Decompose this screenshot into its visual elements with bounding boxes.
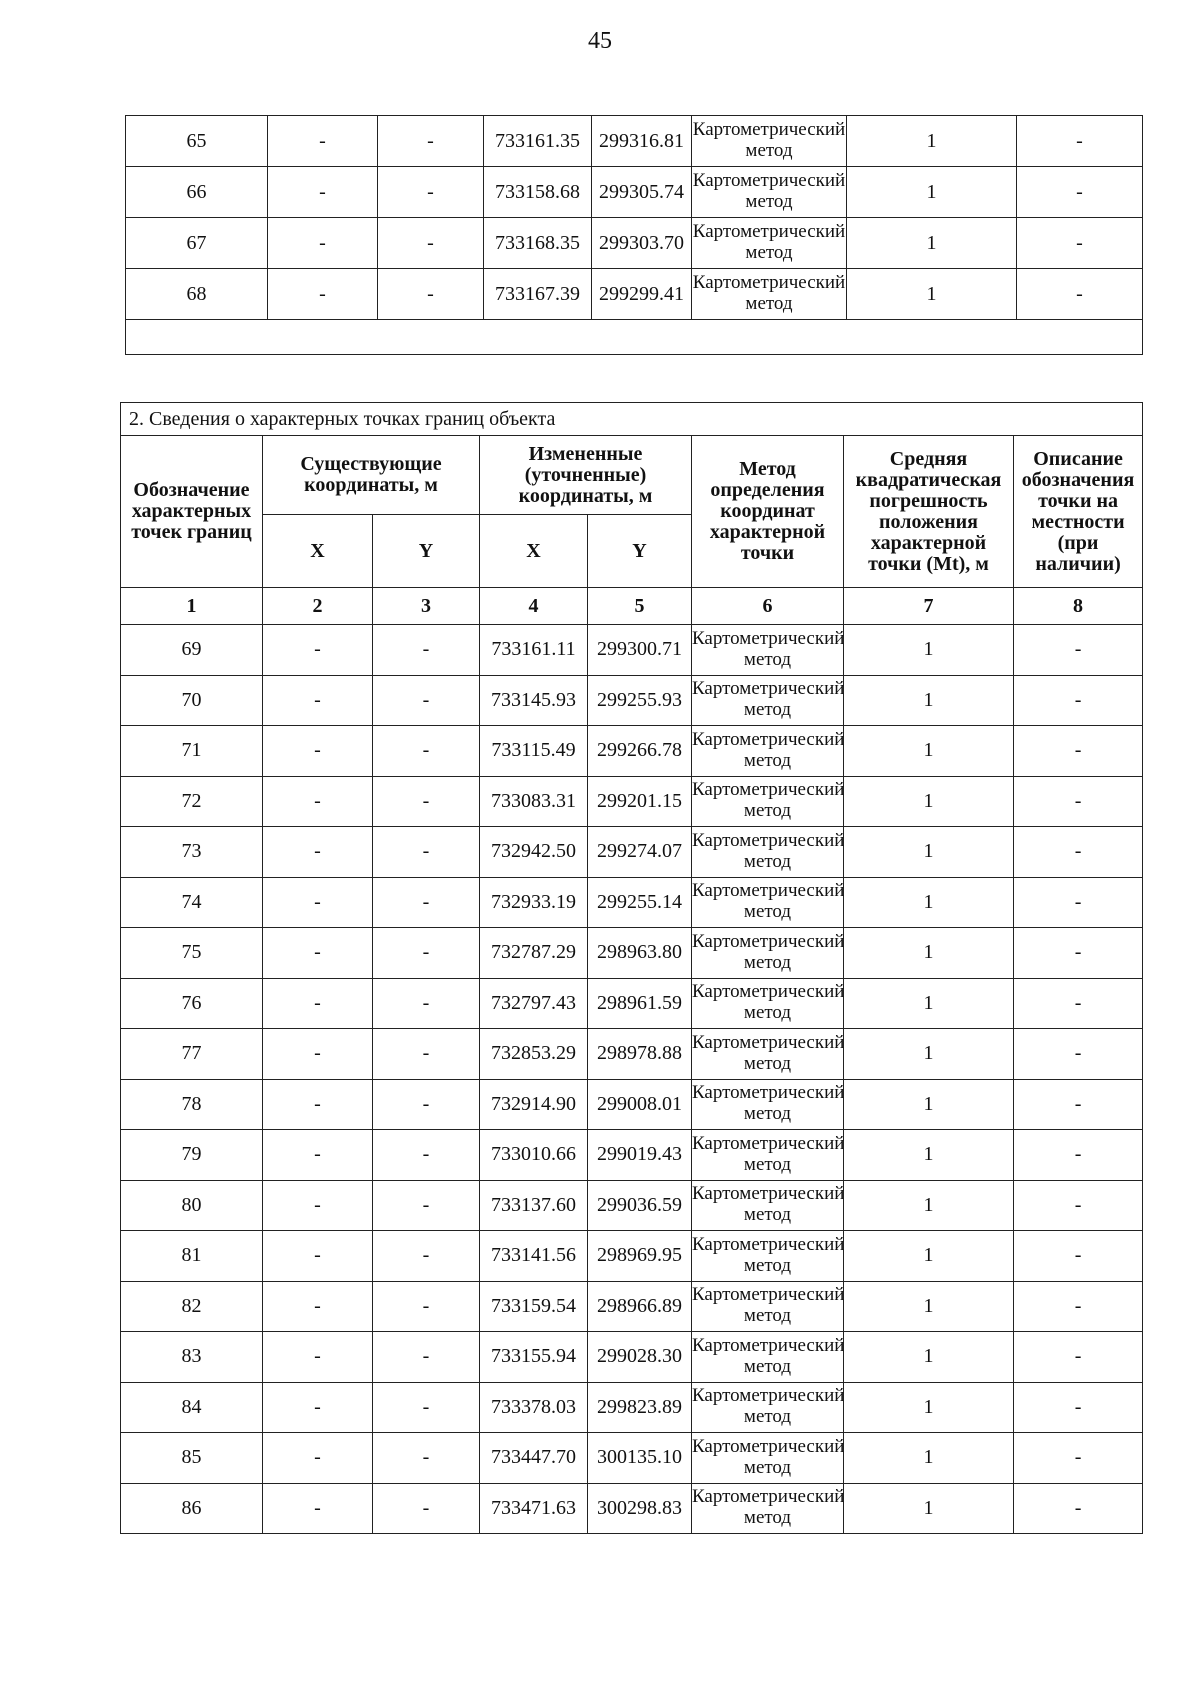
y-changed-cell: 299299.41 xyxy=(592,269,692,320)
method-cell: Картометрический метод xyxy=(692,1483,844,1534)
x-changed-cell: 733167.39 xyxy=(484,269,592,320)
y-existing-cell: - xyxy=(373,1281,480,1332)
point-cell: 82 xyxy=(121,1281,263,1332)
page-number: 45 xyxy=(588,28,612,54)
point-cell: 66 xyxy=(126,167,268,218)
table-row xyxy=(121,1130,1143,1181)
table-row xyxy=(121,726,1143,777)
x-changed-cell: 733378.03 xyxy=(480,1382,588,1433)
method-cell: Картометрический метод xyxy=(692,776,844,827)
table-row xyxy=(121,1382,1143,1433)
y-existing-cell: - xyxy=(378,167,484,218)
y-changed-cell: 299255.93 xyxy=(588,675,692,726)
method-cell: Картометрический метод xyxy=(692,1281,844,1332)
x-existing-cell: - xyxy=(263,1180,373,1231)
y-changed-cell: 299255.14 xyxy=(588,877,692,928)
method-cell: Картометрический метод xyxy=(692,1382,844,1433)
header-existing: Существующие координаты, м xyxy=(263,436,480,515)
y-existing-cell: - xyxy=(373,1231,480,1282)
header-description: Описание обозначения точки на местности (при наличии) xyxy=(1014,436,1143,588)
column-number: 5 xyxy=(588,588,692,625)
error-cell: 1 xyxy=(844,675,1014,726)
x-changed-cell: 733471.63 xyxy=(480,1483,588,1534)
column-number: 8 xyxy=(1014,588,1143,625)
x-existing-cell: - xyxy=(263,1483,373,1534)
point-cell: 85 xyxy=(121,1433,263,1484)
y-existing-cell: - xyxy=(373,928,480,979)
error-cell: 1 xyxy=(847,116,1017,167)
y-existing-cell: - xyxy=(373,1180,480,1231)
error-cell: 1 xyxy=(844,625,1014,676)
continuation-table xyxy=(125,115,1143,355)
x-existing-cell: - xyxy=(268,218,378,269)
point-cell: 81 xyxy=(121,1231,263,1282)
y-changed-cell: 298969.95 xyxy=(588,1231,692,1282)
table-row xyxy=(121,1483,1143,1534)
point-cell: 73 xyxy=(121,827,263,878)
y-changed-cell: 298961.59 xyxy=(588,978,692,1029)
method-cell: Картометрический метод xyxy=(692,1433,844,1484)
table-row xyxy=(121,1029,1143,1080)
x-existing-cell: - xyxy=(263,1231,373,1282)
error-cell: 1 xyxy=(844,827,1014,878)
method-cell: Картометрический метод xyxy=(692,269,847,320)
point-cell: 78 xyxy=(121,1079,263,1130)
description-cell: - xyxy=(1014,1029,1143,1080)
point-cell: 86 xyxy=(121,1483,263,1534)
method-cell: Картометрический метод xyxy=(692,1180,844,1231)
error-cell: 1 xyxy=(847,269,1017,320)
point-cell: 83 xyxy=(121,1332,263,1383)
y-changed-cell: 299300.71 xyxy=(588,625,692,676)
point-cell: 79 xyxy=(121,1130,263,1181)
point-cell: 68 xyxy=(126,269,268,320)
description-cell: - xyxy=(1017,116,1143,167)
table-row xyxy=(121,1079,1143,1130)
column-number: 3 xyxy=(373,588,480,625)
x-existing-cell: - xyxy=(263,1382,373,1433)
y-changed-cell: 299019.43 xyxy=(588,1130,692,1181)
table-row xyxy=(121,625,1143,676)
description-cell: - xyxy=(1014,625,1143,676)
y-existing-cell: - xyxy=(373,1130,480,1181)
method-cell: Картометрический метод xyxy=(692,877,844,928)
y-changed-cell: 299305.74 xyxy=(592,167,692,218)
description-cell: - xyxy=(1014,1332,1143,1383)
y-changed-cell: 299201.15 xyxy=(588,776,692,827)
error-cell: 1 xyxy=(847,167,1017,218)
x-changed-cell: 732914.90 xyxy=(480,1079,588,1130)
header-method: Метод определения координат характерной точки xyxy=(692,436,844,588)
x-existing-cell: - xyxy=(263,877,373,928)
x-changed-cell: 733115.49 xyxy=(480,726,588,777)
point-cell: 76 xyxy=(121,978,263,1029)
column-number: 6 xyxy=(692,588,844,625)
description-cell: - xyxy=(1014,726,1143,777)
method-cell: Картометрический метод xyxy=(692,625,844,676)
description-cell: - xyxy=(1014,827,1143,878)
description-cell: - xyxy=(1014,1382,1143,1433)
y-existing-cell: - xyxy=(373,1079,480,1130)
x-existing-cell: - xyxy=(263,928,373,979)
column-number: 2 xyxy=(263,588,373,625)
error-cell: 1 xyxy=(844,1483,1014,1534)
table-row xyxy=(126,218,1143,269)
table-row xyxy=(121,978,1143,1029)
x-existing-cell: - xyxy=(263,1281,373,1332)
x-existing-cell: - xyxy=(263,1433,373,1484)
error-cell: 1 xyxy=(844,1231,1014,1282)
method-cell: Картометрический метод xyxy=(692,675,844,726)
method-cell: Картометрический метод xyxy=(692,1079,844,1130)
method-cell: Картометрический метод xyxy=(692,1130,844,1181)
x-changed-cell: 733158.68 xyxy=(484,167,592,218)
y-existing-cell: - xyxy=(373,978,480,1029)
method-cell: Картометрический метод xyxy=(692,1029,844,1080)
description-cell: - xyxy=(1014,1433,1143,1484)
description-cell: - xyxy=(1014,1483,1143,1534)
x-changed-cell: 732797.43 xyxy=(480,978,588,1029)
description-cell: - xyxy=(1014,1231,1143,1282)
error-cell: 1 xyxy=(844,877,1014,928)
header-point: Обозначение характерных точек границ xyxy=(121,436,263,588)
error-cell: 1 xyxy=(844,1281,1014,1332)
point-cell: 65 xyxy=(126,116,268,167)
table-row xyxy=(121,827,1143,878)
description-cell: - xyxy=(1014,1079,1143,1130)
table-caption: 2. Сведения о характерных точках границ объекта xyxy=(121,403,1143,436)
header-x-changed: X xyxy=(480,515,588,588)
y-changed-cell: 300298.83 xyxy=(588,1483,692,1534)
y-changed-cell: 299266.78 xyxy=(588,726,692,777)
boundary-points-table xyxy=(120,402,1143,1534)
method-cell: Картометрический метод xyxy=(692,928,844,979)
table-row xyxy=(121,1231,1143,1282)
error-cell: 1 xyxy=(844,1079,1014,1130)
point-cell: 69 xyxy=(121,625,263,676)
method-cell: Картометрический метод xyxy=(692,1231,844,1282)
y-changed-cell: 299274.07 xyxy=(588,827,692,878)
x-changed-cell: 733159.54 xyxy=(480,1281,588,1332)
y-changed-cell: 299823.89 xyxy=(588,1382,692,1433)
x-changed-cell: 733168.35 xyxy=(484,218,592,269)
table-row xyxy=(121,675,1143,726)
y-existing-cell: - xyxy=(373,726,480,777)
y-existing-cell: - xyxy=(373,1433,480,1484)
y-existing-cell: - xyxy=(373,776,480,827)
description-cell: - xyxy=(1017,218,1143,269)
y-changed-cell: 298978.88 xyxy=(588,1029,692,1080)
y-existing-cell: - xyxy=(373,1382,480,1433)
point-cell: 72 xyxy=(121,776,263,827)
table-row xyxy=(121,1433,1143,1484)
header-y-existing: Y xyxy=(373,515,480,588)
method-cell: Картометрический метод xyxy=(692,167,847,218)
point-cell: 74 xyxy=(121,877,263,928)
y-existing-cell: - xyxy=(378,116,484,167)
empty-row xyxy=(126,320,1143,355)
x-changed-cell: 733161.35 xyxy=(484,116,592,167)
error-cell: 1 xyxy=(844,1130,1014,1181)
y-existing-cell: - xyxy=(373,1332,480,1383)
y-existing-cell: - xyxy=(378,269,484,320)
method-cell: Картометрический метод xyxy=(692,1332,844,1383)
point-cell: 70 xyxy=(121,675,263,726)
point-cell: 84 xyxy=(121,1382,263,1433)
table-row xyxy=(126,116,1143,167)
description-cell: - xyxy=(1017,167,1143,218)
x-existing-cell: - xyxy=(268,116,378,167)
x-existing-cell: - xyxy=(263,1079,373,1130)
description-cell: - xyxy=(1017,269,1143,320)
error-cell: 1 xyxy=(844,928,1014,979)
x-existing-cell: - xyxy=(263,625,373,676)
x-existing-cell: - xyxy=(263,1332,373,1383)
table-row xyxy=(121,1281,1143,1332)
description-cell: - xyxy=(1014,978,1143,1029)
y-existing-cell: - xyxy=(373,625,480,676)
point-cell: 71 xyxy=(121,726,263,777)
error-cell: 1 xyxy=(847,218,1017,269)
table-row xyxy=(121,1180,1143,1231)
x-changed-cell: 732853.29 xyxy=(480,1029,588,1080)
x-existing-cell: - xyxy=(263,675,373,726)
error-cell: 1 xyxy=(844,776,1014,827)
point-cell: 75 xyxy=(121,928,263,979)
error-cell: 1 xyxy=(844,1382,1014,1433)
x-changed-cell: 733083.31 xyxy=(480,776,588,827)
x-existing-cell: - xyxy=(263,1130,373,1181)
table-row xyxy=(121,928,1143,979)
description-cell: - xyxy=(1014,1180,1143,1231)
x-changed-cell: 733155.94 xyxy=(480,1332,588,1383)
table-row xyxy=(121,1332,1143,1383)
method-cell: Картометрический метод xyxy=(692,116,847,167)
x-changed-cell: 732942.50 xyxy=(480,827,588,878)
error-cell: 1 xyxy=(844,1433,1014,1484)
table-row xyxy=(121,877,1143,928)
y-existing-cell: - xyxy=(373,877,480,928)
y-changed-cell: 298963.80 xyxy=(588,928,692,979)
method-cell: Картометрический метод xyxy=(692,978,844,1029)
x-changed-cell: 733145.93 xyxy=(480,675,588,726)
column-number: 7 xyxy=(844,588,1014,625)
header-error: Средняя квадратическая погрешность положения характерной точки (Mt), м xyxy=(844,436,1014,588)
x-existing-cell: - xyxy=(263,827,373,878)
description-cell: - xyxy=(1014,776,1143,827)
y-existing-cell: - xyxy=(373,1029,480,1080)
error-cell: 1 xyxy=(844,1332,1014,1383)
description-cell: - xyxy=(1014,1130,1143,1181)
error-cell: 1 xyxy=(844,978,1014,1029)
y-existing-cell: - xyxy=(378,218,484,269)
y-changed-cell: 299036.59 xyxy=(588,1180,692,1231)
error-cell: 1 xyxy=(844,1029,1014,1080)
x-changed-cell: 732787.29 xyxy=(480,928,588,979)
y-changed-cell: 300135.10 xyxy=(588,1433,692,1484)
y-existing-cell: - xyxy=(373,1483,480,1534)
x-existing-cell: - xyxy=(263,776,373,827)
y-changed-cell: 299316.81 xyxy=(592,116,692,167)
method-cell: Картометрический метод xyxy=(692,827,844,878)
y-changed-cell: 299028.30 xyxy=(588,1332,692,1383)
x-existing-cell: - xyxy=(263,978,373,1029)
point-cell: 67 xyxy=(126,218,268,269)
header-x-existing: X xyxy=(263,515,373,588)
method-cell: Картометрический метод xyxy=(692,726,844,777)
x-changed-cell: 733447.70 xyxy=(480,1433,588,1484)
header-changed: Измененные (уточненные) координаты, м xyxy=(480,436,692,515)
column-number: 1 xyxy=(121,588,263,625)
table-row xyxy=(126,269,1143,320)
description-cell: - xyxy=(1014,675,1143,726)
column-number: 4 xyxy=(480,588,588,625)
point-cell: 80 xyxy=(121,1180,263,1231)
x-existing-cell: - xyxy=(268,167,378,218)
x-existing-cell: - xyxy=(263,726,373,777)
description-cell: - xyxy=(1014,928,1143,979)
y-changed-cell: 299303.70 xyxy=(592,218,692,269)
y-existing-cell: - xyxy=(373,827,480,878)
method-cell: Картометрический метод xyxy=(692,218,847,269)
table-row xyxy=(126,167,1143,218)
x-existing-cell: - xyxy=(268,269,378,320)
table-row xyxy=(121,776,1143,827)
description-cell: - xyxy=(1014,877,1143,928)
x-changed-cell: 733010.66 xyxy=(480,1130,588,1181)
x-changed-cell: 733141.56 xyxy=(480,1231,588,1282)
y-changed-cell: 298966.89 xyxy=(588,1281,692,1332)
error-cell: 1 xyxy=(844,1180,1014,1231)
y-changed-cell: 299008.01 xyxy=(588,1079,692,1130)
header-y-changed: Y xyxy=(588,515,692,588)
y-existing-cell: - xyxy=(373,675,480,726)
x-changed-cell: 733161.11 xyxy=(480,625,588,676)
x-changed-cell: 733137.60 xyxy=(480,1180,588,1231)
error-cell: 1 xyxy=(844,726,1014,777)
x-changed-cell: 732933.19 xyxy=(480,877,588,928)
point-cell: 77 xyxy=(121,1029,263,1080)
x-existing-cell: - xyxy=(263,1029,373,1080)
description-cell: - xyxy=(1014,1281,1143,1332)
